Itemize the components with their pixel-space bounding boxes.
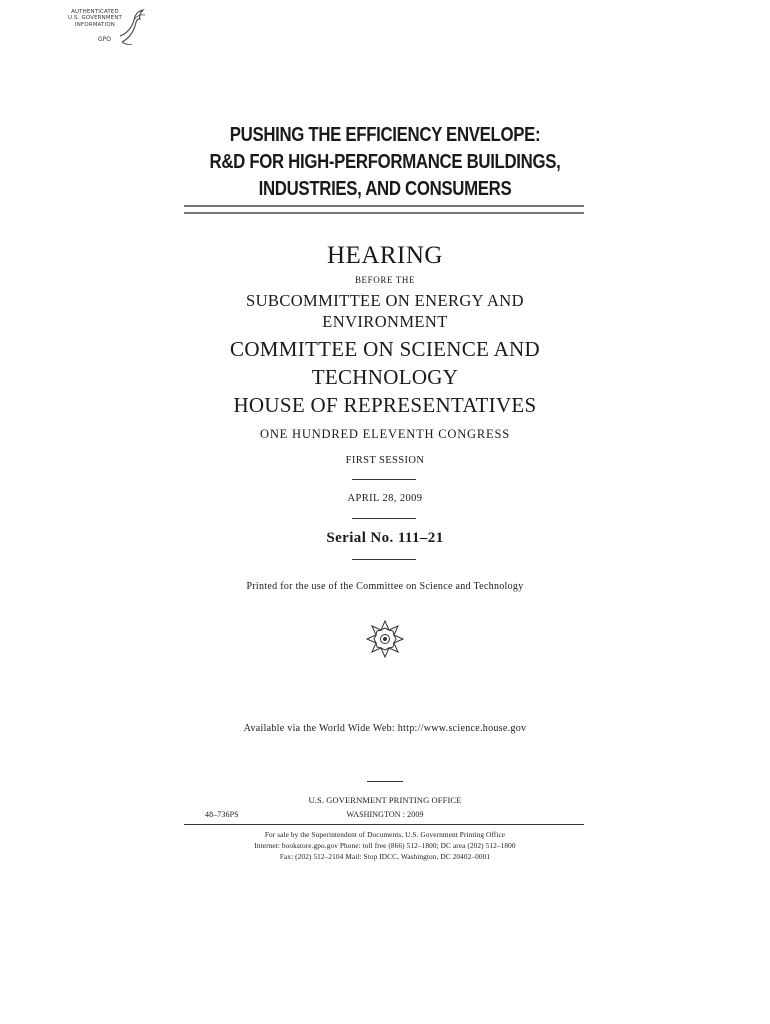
job-number: 48–736PS (205, 810, 239, 819)
authenticated-seal (64, 6, 154, 48)
short-rule-3 (352, 559, 416, 560)
city-year: WASHINGTON : 2009 (346, 810, 424, 819)
gpo-mark: GPO (98, 36, 111, 43)
before-the: BEFORE THE (354, 275, 416, 285)
sale-line-2: Internet: bookstore.gpo.gov Phone: toll free (866) 512–1800; DC area (202) 512–1800 (254, 841, 516, 850)
committee-line-1: COMMITTEE ON SCIENCE AND (230, 337, 540, 361)
serial-number: Serial No. 111–21 (326, 530, 444, 546)
printed-for-line: Printed for the use of the Committee on Science and Technology (246, 581, 524, 592)
sale-rule (184, 824, 584, 825)
congress-line: ONE HUNDRED ELEVENTH CONGRESS (260, 427, 510, 441)
printing-office: U.S. GOVERNMENT PRINTING OFFICE (308, 795, 462, 805)
auth-line-3: INFORMATION (75, 21, 115, 28)
short-rule-1 (352, 479, 416, 480)
house-line: HOUSE OF REPRESENTATIVES (233, 393, 537, 417)
title-line-1: PUSHING THE EFFICIENCY ENVELOPE: (229, 123, 541, 146)
sale-line-3: Fax: (202) 512–2104 Mail: Stop IDCC, Washington, DC 20402–0001 (279, 852, 491, 861)
title-line-2: R&D FOR HIGH-PERFORMANCE BUILDINGS, (209, 150, 561, 173)
session-line: FIRST SESSION (345, 455, 425, 466)
imprint-rule (367, 781, 403, 782)
auth-line-2: U.S. GOVERNMENT (67, 15, 123, 22)
auth-line-1: AUTHENTICATED (71, 9, 119, 15)
committee-line-2: TECHNOLOGY (311, 365, 459, 389)
seal-ornament-icon (364, 618, 406, 660)
sale-line-1: For sale by the Superintendent of Documents, U.S. Government Printing Office (264, 830, 506, 839)
eagle-icon (116, 6, 148, 48)
short-rule-2 (352, 518, 416, 519)
hearing-heading: HEARING (327, 242, 443, 269)
subcommittee-line-2: ENVIRONMENT (322, 312, 448, 331)
subcommittee-line-1: SUBCOMMITTEE ON ENERGY AND (246, 291, 524, 310)
title-double-rule (184, 205, 584, 214)
hearing-date: APRIL 28, 2009 (347, 493, 423, 504)
title-line-3: INDUSTRIES, AND CONSUMERS (258, 177, 512, 200)
available-via-web: Available via the World Wide Web: http://www.science.house.gov (243, 723, 527, 734)
